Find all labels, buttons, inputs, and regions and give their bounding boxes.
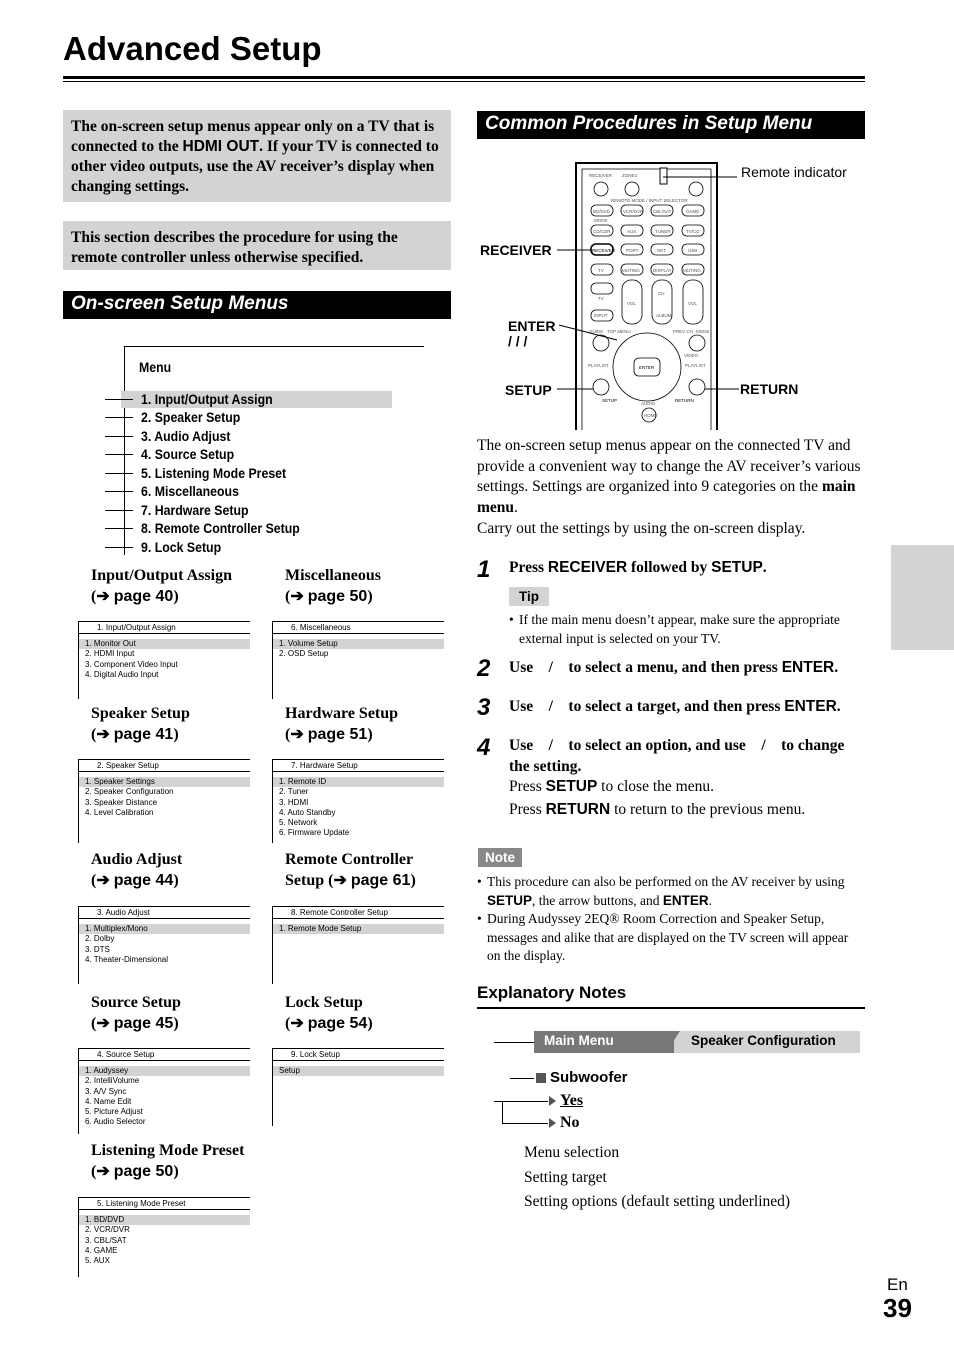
note-item: • This procedure can also be performed on the AV receiver by using SETUP, the arrow buttons, and ENTER.	[477, 874, 845, 908]
common-intro-paragraph-2: Carry out the settings by using the on-screen display.	[477, 520, 806, 537]
note-badge: Note	[478, 848, 522, 867]
menu-item: 9. Lock Setup	[141, 539, 222, 555]
submenu-thumb-remote-controller-setup: 8. Remote Controller Setup 1. Remote Mode Setup	[272, 906, 444, 984]
svg-text:GAME: GAME	[686, 209, 700, 214]
return-button-label: RETURN	[740, 381, 799, 397]
title-rule	[63, 76, 865, 79]
common-procedures-heading: Common Procedures in Setup Menu	[477, 111, 865, 139]
svg-text:ZONE2: ZONE2	[622, 173, 638, 178]
menu-item: 5. Listening Mode Preset	[141, 465, 287, 481]
intro-box-remote	[63, 221, 451, 270]
submenu-thumb-miscellaneous: 6. Miscellaneous 1. Volume Setup 2. OSD Setup	[272, 621, 444, 699]
svg-text:SETUP: SETUP	[602, 398, 618, 403]
note-item: • During Audyssey 2EQ® Room Correction and Speaker Setup, messages and alike that are displayed on the TV screen will appear on the display.	[477, 911, 849, 963]
svg-text:TV/CD: TV/CD	[686, 229, 700, 234]
svg-text:TV: TV	[598, 296, 604, 301]
enter-button-label: ENTER	[508, 318, 556, 334]
menu-item: 4. Source Setup	[141, 446, 235, 462]
legend-item: Menu selection	[524, 1144, 620, 1161]
step-number: 4	[477, 734, 491, 761]
submenu-thumb-lock-setup: 9. Lock Setup Setup	[272, 1048, 444, 1126]
onscreen-menus-heading: On-screen Setup Menus	[63, 291, 451, 319]
step-number: 3	[477, 694, 491, 721]
svg-text:AUDIO: AUDIO	[641, 401, 656, 406]
svg-text:RETURN: RETURN	[675, 398, 694, 403]
side-tab	[891, 545, 954, 650]
submenu-heading-audio-adjust: Audio Adjust (➔ page 44)	[91, 851, 183, 889]
step-text: Use / to select an option, and use / to change the setting.	[509, 737, 849, 775]
svg-text:CH: CH	[658, 291, 665, 296]
explanatory-rule	[477, 1007, 865, 1009]
submenu-thumb-listening-mode-preset: 5. Listening Mode Preset 1. BD/DVD 2. VCR/DVR 3. CBL/SAT 4. GAME 5. AUX	[78, 1197, 250, 1277]
svg-text:ALBUM: ALBUM	[656, 313, 672, 318]
option-marker-icon	[549, 1096, 556, 1106]
submenu-heading-miscellaneous: Miscellaneous (➔ page 50)	[285, 567, 381, 605]
step-number: 2	[477, 655, 491, 682]
submenu-heading-source-setup: Source Setup (➔ page 45)	[91, 994, 181, 1032]
submenu-thumb-source-setup: 4. Source Setup 1. Audyssey 2. IntelliVolume 3. A/V Sync 4. Name Edit 5. Picture Adjust 6. Audio Selector	[78, 1048, 250, 1134]
legend-item: Setting options (default setting underlined)	[524, 1193, 791, 1210]
tip-text: • If the main menu doesn’t appear, make sure the appropriate external input is selected on your TV.	[509, 612, 840, 646]
main-menu-tab: Main Menu	[534, 1031, 674, 1053]
svg-text:AUX: AUX	[627, 229, 637, 234]
hdmi-out-key: HDMI OUT	[182, 138, 260, 155]
submenu-heading-remote-controller-setup: Remote Controller Setup (➔ page 61)	[285, 851, 416, 889]
svg-text:RECEIVER: RECEIVER	[592, 248, 616, 253]
svg-text:TUNER: TUNER	[655, 229, 671, 234]
submenu-heading-listening-mode-preset: Listening Mode Preset (➔ page 50)	[91, 1142, 245, 1180]
submenu-thumb-input-output: 1. Input/Output Assign 1. Monitor Out 2. HDMI Input 3. Component Video Input 4. Digital Audio Input	[78, 621, 250, 699]
arrow-buttons-label: / / /	[508, 333, 528, 349]
intro-text-1: The on-screen setup menus appear only on a TV that is connected to the	[71, 118, 435, 155]
explanatory-menu-bar	[534, 1031, 860, 1053]
svg-text:VOL: VOL	[627, 301, 637, 306]
svg-text:NET: NET	[657, 248, 666, 253]
svg-text:TV: TV	[598, 268, 604, 273]
main-menu-tab-edge	[666, 1031, 680, 1053]
intro-text-2: . If your TV is connected to other video outputs, use the AV receiver’s display when changing settings.	[71, 138, 439, 195]
legend-item: Setting target	[524, 1169, 607, 1186]
intro-box-hdmi	[63, 110, 451, 202]
language-label: En	[887, 1275, 908, 1294]
svg-text:CD/CDR: CD/CDR	[593, 229, 611, 234]
svg-text:MODE: MODE	[696, 329, 710, 334]
menu-label: Menu	[139, 359, 172, 375]
svg-text:HOME: HOME	[644, 413, 658, 418]
svg-text:MUTING: MUTING	[683, 268, 701, 273]
svg-text:CBL/SAT: CBL/SAT	[653, 209, 672, 214]
target-marker-icon	[536, 1073, 546, 1083]
svg-text:BD/DVD: BD/DVD	[593, 209, 611, 214]
page-number: 39	[883, 1293, 912, 1323]
intro-box-2-text: This section describes the procedure for using the remote controller unless otherwise specified.	[71, 229, 398, 266]
menu-item: 2. Speaker Setup	[141, 409, 241, 425]
menu-item: 1. Input/Output Assign	[141, 391, 273, 407]
receiver-button-label: RECEIVER	[480, 242, 552, 258]
svg-text:MUTING: MUTING	[622, 268, 640, 273]
setting-target: Subwoofer	[550, 1069, 628, 1086]
submenu-thumb-hardware-setup: 7. Hardware Setup 1. Remote ID 2. Tuner 3. HDMI 4. Auto Standby 5. Network 6. Firmware Update	[272, 759, 444, 843]
submenu-thumb-speaker-setup: 2. Speaker Setup 1. Speaker Settings 2. Speaker Configuration 3. Speaker Distance 4. Level Calibration	[78, 759, 250, 843]
svg-text:TOP MENU: TOP MENU	[607, 329, 631, 334]
step-4-setup-note: Press SETUP to close the menu.	[509, 778, 714, 795]
step-text: Use / to select a menu, and then press ENTER.	[509, 659, 839, 676]
step-4-return-note: Press RETURN to return to the previous menu.	[509, 801, 806, 818]
menu-item: 7. Hardware Setup	[141, 502, 249, 518]
submenu-heading-lock-setup: Lock Setup (➔ page 54)	[285, 994, 373, 1032]
title-rule-thin	[63, 81, 865, 82]
submenu-thumb-audio-adjust: 3. Audio Adjust 1. Multiplex/Mono 2. Dolby 3. DTS 4. Theater-Dimensional	[78, 906, 250, 984]
option-marker-icon	[549, 1118, 556, 1128]
svg-text:PLAYLIST: PLAYLIST	[588, 363, 609, 368]
common-intro-paragraph: The on-screen setup menus appear on the connected TV and provide a convenient way to change the AV receiver’s various settings. Settings are organized into 9 categories on the main menu.	[477, 437, 861, 516]
setting-option: Yes	[560, 1092, 584, 1109]
svg-text:REMOTE MODE / INPUT SELECTOR: REMOTE MODE / INPUT SELECTOR	[611, 198, 688, 203]
remote-indicator-label: Remote indicator	[741, 164, 847, 180]
submenu-heading-speaker-setup: Speaker Setup (➔ page 41)	[91, 705, 190, 743]
menu-tree-diagram	[63, 340, 451, 560]
menu-item: 3. Audio Adjust	[141, 428, 231, 444]
svg-text:GUIDE: GUIDE	[589, 329, 604, 334]
page-title: Advanced Setup	[63, 30, 322, 67]
step-text: Press RECEIVER followed by SETUP.	[509, 559, 767, 576]
svg-text:VIDEO: VIDEO	[684, 353, 699, 358]
svg-text:VOL: VOL	[688, 301, 698, 306]
explanatory-notes-heading: Explanatory Notes	[477, 983, 627, 1002]
speaker-configuration-label: Speaker Configuration	[691, 1033, 836, 1048]
submenu-heading-input-output: Input/Output Assign (➔ page 40)	[91, 567, 232, 605]
svg-text:MODE: MODE	[594, 218, 608, 223]
svg-text:VCR/DVR: VCR/DVR	[623, 209, 644, 214]
svg-text:RECEIVER: RECEIVER	[589, 173, 613, 178]
svg-text:DISPLAY: DISPLAY	[653, 268, 672, 273]
svg-text:PORT: PORT	[626, 248, 639, 253]
svg-text:PREV CH: PREV CH	[673, 329, 694, 334]
menu-item: 6. Miscellaneous	[141, 483, 239, 499]
tip-badge: Tip	[509, 587, 549, 606]
submenu-heading-hardware-setup: Hardware Setup (➔ page 51)	[285, 705, 399, 743]
setup-button-label: SETUP	[505, 382, 552, 398]
svg-text:INPUT: INPUT	[594, 313, 608, 318]
step-text: Use / to select a target, and then press ENTER.	[509, 698, 841, 715]
menu-item: 8. Remote Controller Setup	[141, 520, 300, 536]
svg-text:ENTER: ENTER	[639, 365, 655, 370]
setting-option: No	[560, 1114, 580, 1131]
remote-illustration	[477, 155, 877, 435]
svg-text:USB: USB	[688, 248, 698, 253]
svg-text:PLAYLIST: PLAYLIST	[685, 363, 706, 368]
step-number: 1	[477, 556, 491, 583]
